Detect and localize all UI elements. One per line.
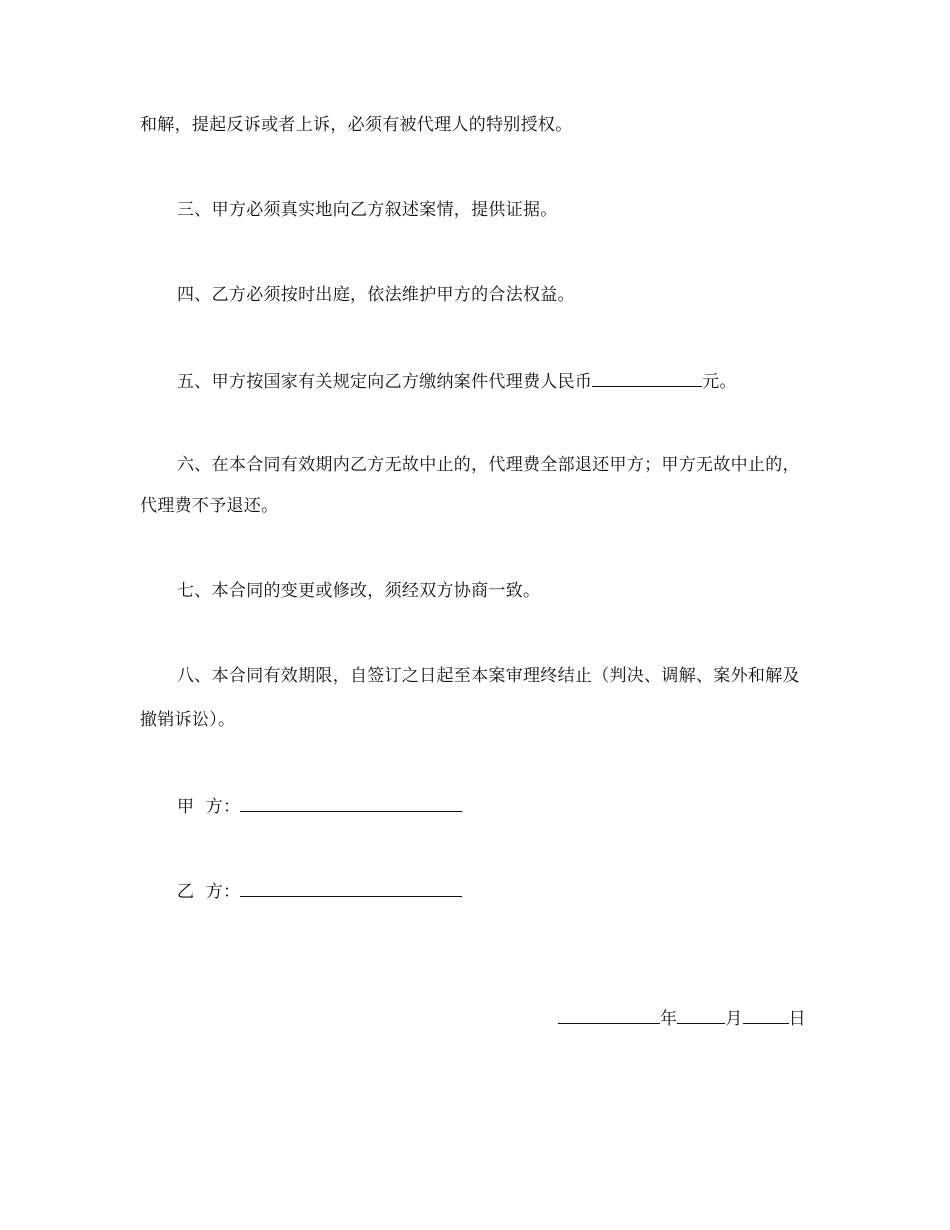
clause-five-suffix: 元。 [702,372,737,392]
party-a-blank [240,793,462,812]
party-b-label: 乙 方： [177,882,241,902]
clause-six-line2: 代理费不予退还。 [140,496,279,516]
fee-amount-blank [592,368,702,387]
clause-six-line1: 六、在本合同有效期内乙方无故中止的，代理费全部退还甲方；甲方无故中止的， [177,455,800,475]
paragraph-continuation: 和解，提起反诉或者上诉，必须有被代理人的特别授权。 [140,115,573,135]
clause-five [177,368,737,394]
clause-five-text: 五、甲方按国家有关规定向乙方缴纳案件代理费人民币 [177,372,593,392]
year-label: 年 [660,1009,678,1029]
party-b-signature [177,878,462,904]
clause-four: 四、乙方必须按时出庭，依法维护甲方的合法权益。 [177,285,575,305]
day-label: 日 [788,1009,806,1029]
day-blank [743,1005,789,1024]
clause-three: 三、甲方必须真实地向乙方叙述案情，提供证据。 [177,200,558,220]
year-blank [558,1005,660,1024]
month-blank [677,1005,725,1024]
signing-date [558,1005,806,1031]
party-b-blank [240,878,462,897]
party-a-label: 甲 方： [177,797,241,817]
clause-seven: 七、本合同的变更或修改，须经双方协商一致。 [177,581,541,601]
clause-eight-line2: 撤销诉讼）。 [140,710,236,730]
month-label: 月 [725,1009,743,1029]
clause-eight-line1: 八、本合同有效期限，自签订之日起至本案审理终结止（判决、调解、案外和解及 [177,666,800,686]
party-a-signature [177,793,462,819]
